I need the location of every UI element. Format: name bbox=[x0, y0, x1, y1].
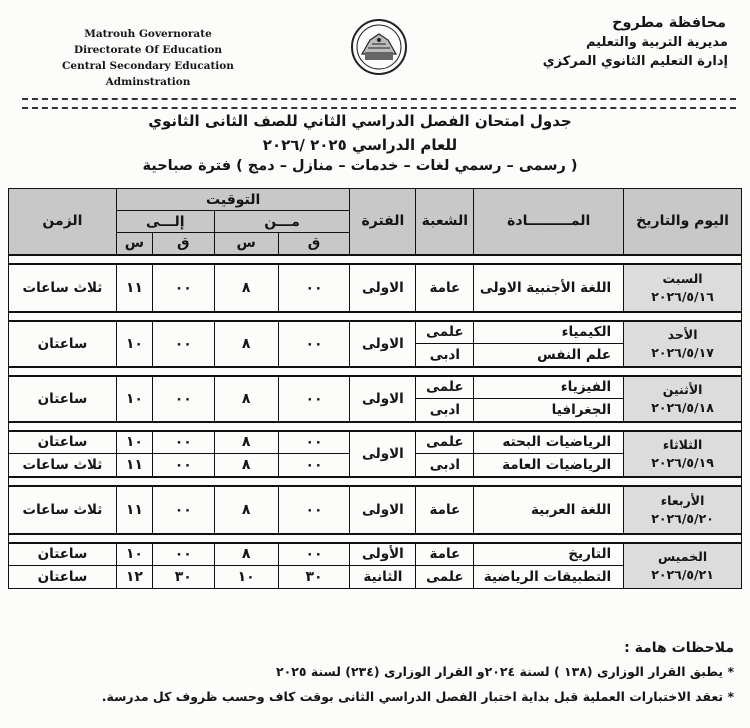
header-to-hours: س bbox=[116, 233, 152, 255]
schedule-row bbox=[9, 486, 742, 534]
period-cell: الاولى bbox=[350, 264, 416, 312]
exam-date: ٢٠٢٦/٥/١٨ bbox=[651, 399, 714, 415]
header-to-minutes: ق bbox=[152, 233, 214, 255]
time-to-s-cell: ١٠ bbox=[116, 376, 152, 422]
spacer-cell bbox=[9, 477, 742, 486]
double-dashed-divider bbox=[22, 98, 736, 109]
time-to-q-cell: ٠٠ bbox=[152, 431, 214, 454]
time-from-q-cell: ٠٠ bbox=[278, 486, 350, 534]
schedule-row bbox=[9, 376, 742, 399]
day-name: الثلاثاء bbox=[662, 436, 703, 452]
arabic-header bbox=[508, 14, 728, 71]
subject-cell: التطبيقات الرياضية bbox=[474, 566, 624, 589]
arabic-header-line: محافظة مطروح bbox=[612, 15, 726, 31]
schedule-row bbox=[9, 431, 742, 454]
duration-cell: ساعتان bbox=[9, 566, 117, 589]
day-date-cell bbox=[624, 431, 742, 477]
header-duration: الزمن bbox=[9, 189, 117, 255]
time-to-q-cell: ٠٠ bbox=[152, 543, 214, 566]
time-from-q-cell: ٠٠ bbox=[278, 543, 350, 566]
time-from-q-cell: ٠٠ bbox=[278, 321, 350, 367]
group-spacer-row bbox=[9, 255, 742, 264]
period-cell: الاولى bbox=[350, 376, 416, 422]
ministry-logo-icon bbox=[350, 18, 408, 76]
time-from-s-cell: ٨ bbox=[214, 376, 278, 422]
subject-cell: علم النفس bbox=[474, 344, 624, 367]
time-from-s-cell: ٨ bbox=[214, 454, 278, 477]
duration-cell: ساعتان bbox=[9, 431, 117, 454]
branch-cell: علمى bbox=[416, 321, 474, 344]
time-to-q-cell: ٠٠ bbox=[152, 321, 214, 367]
subject-cell: اللغة العربية bbox=[474, 486, 624, 534]
time-to-s-cell: ١٠ bbox=[116, 543, 152, 566]
english-header bbox=[28, 26, 268, 90]
time-from-q-cell: ٠٠ bbox=[278, 431, 350, 454]
time-from-q-cell: ٠٠ bbox=[278, 376, 350, 422]
day-name: الأربعاء bbox=[660, 492, 705, 508]
time-to-q-cell: ٠٠ bbox=[152, 376, 214, 422]
english-header-line: Directorate Of Education bbox=[73, 44, 223, 56]
branch-cell: عامة bbox=[416, 486, 474, 534]
time-to-s-cell: ١١ bbox=[116, 486, 152, 534]
header-timing: التوقيت bbox=[116, 189, 350, 211]
duration-cell: ثلاث ساعات bbox=[9, 454, 117, 477]
schedule-row bbox=[9, 264, 742, 312]
duration-cell: ساعتان bbox=[9, 376, 117, 422]
group-spacer-row bbox=[9, 477, 742, 486]
header-from-hours: س bbox=[214, 233, 278, 255]
notes-section bbox=[14, 640, 734, 714]
time-to-s-cell: ١٠ bbox=[116, 321, 152, 367]
title-line-2: للعام الدراسي ٢٠٢٥ /٢٠٢٦ bbox=[262, 136, 458, 154]
day-date-cell bbox=[624, 486, 742, 534]
branch-cell: عامة bbox=[416, 264, 474, 312]
time-from-s-cell: ٨ bbox=[214, 543, 278, 566]
branch-cell: ادبى bbox=[416, 399, 474, 422]
subject-cell: الرياضيات العامة bbox=[474, 454, 624, 477]
exam-date: ٢٠٢٦/٥/١٩ bbox=[651, 454, 714, 470]
day-date-cell bbox=[624, 376, 742, 422]
period-cell: الاولى bbox=[350, 431, 416, 477]
subject-cell: اللغة الأجنبية الاولى bbox=[474, 264, 624, 312]
english-header-line: Central Secondary Education Adminstration bbox=[62, 60, 234, 88]
header-from: مـــن bbox=[214, 211, 350, 233]
time-from-q-cell: ٠٠ bbox=[278, 454, 350, 477]
group-spacer-row bbox=[9, 312, 742, 321]
time-to-q-cell: ٠٠ bbox=[152, 454, 214, 477]
time-to-q-cell: ٠٠ bbox=[152, 486, 214, 534]
time-to-s-cell: ١٠ bbox=[116, 431, 152, 454]
title-line-3: ( رسمى – رسمي لغات – خدمات – منازل – دمج ) فترة صباحية bbox=[142, 158, 578, 174]
title-line-1: جدول امتحان الفصل الدراسي الثاني للصف الثانى الثانوي bbox=[148, 112, 572, 130]
english-header-line: Matrouh Governorate bbox=[84, 28, 212, 40]
header-day-date: اليوم والتاريخ bbox=[624, 189, 742, 255]
exam-date: ٢٠٢٦/٥/٢٠ bbox=[651, 510, 714, 526]
schedule-row bbox=[9, 543, 742, 566]
spacer-cell bbox=[9, 534, 742, 543]
time-to-s-cell: ١١ bbox=[116, 264, 152, 312]
header-from-minutes: ق bbox=[278, 233, 350, 255]
schedule-row bbox=[9, 321, 742, 344]
group-spacer-row bbox=[9, 367, 742, 376]
time-to-q-cell: ٣٠ bbox=[152, 566, 214, 589]
spacer-cell bbox=[9, 312, 742, 321]
time-to-s-cell: ١٢ bbox=[116, 566, 152, 589]
exam-date: ٢٠٢٦/٥/١٦ bbox=[651, 288, 714, 304]
day-name: الأحد bbox=[667, 326, 698, 342]
day-name: السبت bbox=[662, 270, 703, 286]
duration-cell: ساعتان bbox=[9, 543, 117, 566]
day-date-cell bbox=[624, 264, 742, 312]
duration-cell: ثلاث ساعات bbox=[9, 486, 117, 534]
subject-cell: الجغرافيا bbox=[474, 399, 624, 422]
branch-cell: ادبى bbox=[416, 454, 474, 477]
spacer-cell bbox=[9, 255, 742, 264]
time-from-s-cell: ٨ bbox=[214, 486, 278, 534]
period-cell: الثانية bbox=[350, 566, 416, 589]
day-name: الأثنين bbox=[662, 381, 703, 397]
arabic-header-line: مديرية التربية والتعليم bbox=[585, 35, 728, 50]
period-cell: الاولى bbox=[350, 486, 416, 534]
notes-heading: ملاحظات هامة : bbox=[624, 640, 734, 656]
header-period: الفترة bbox=[350, 189, 416, 255]
branch-cell: علمى bbox=[416, 566, 474, 589]
time-from-s-cell: ٨ bbox=[214, 431, 278, 454]
group-spacer-row bbox=[9, 534, 742, 543]
branch-cell: علمى bbox=[416, 431, 474, 454]
subject-cell: الرياضيات البحته bbox=[474, 431, 624, 454]
branch-cell: علمى bbox=[416, 376, 474, 399]
time-from-s-cell: ٨ bbox=[214, 264, 278, 312]
time-from-q-cell: ٠٠ bbox=[278, 264, 350, 312]
exam-schedule-table bbox=[8, 188, 742, 589]
time-from-s-cell: ٨ bbox=[214, 321, 278, 367]
exam-date: ٢٠٢٦/٥/٢١ bbox=[651, 566, 714, 582]
note-item: * يطبق القرار الوزارى (١٣٨ ) لسنة ٢٠٢٤و القرار الوزارى (٢٣٤) لسنة ٢٠٢٥ bbox=[275, 664, 734, 679]
time-from-s-cell: ١٠ bbox=[214, 566, 278, 589]
subject-cell: التاريخ bbox=[474, 543, 624, 566]
period-cell: الاولى bbox=[350, 321, 416, 367]
spacer-cell bbox=[9, 367, 742, 376]
time-to-q-cell: ٠٠ bbox=[152, 264, 214, 312]
group-spacer-row bbox=[9, 422, 742, 431]
branch-cell: عامة bbox=[416, 543, 474, 566]
subject-cell: الكيمياء bbox=[474, 321, 624, 344]
header-subject: المـــــــــادة bbox=[474, 189, 624, 255]
day-name: الخميس bbox=[658, 548, 708, 564]
time-to-s-cell: ١١ bbox=[116, 454, 152, 477]
period-cell: الأولى bbox=[350, 543, 416, 566]
branch-cell: ادبى bbox=[416, 344, 474, 367]
subject-cell: الفيزياء bbox=[474, 376, 624, 399]
day-date-cell bbox=[624, 543, 742, 589]
day-date-cell bbox=[624, 321, 742, 367]
arabic-header-line: إدارة التعليم الثانوي المركزي bbox=[542, 54, 728, 69]
spacer-cell bbox=[9, 422, 742, 431]
note-item: * تعقد الاختبارات العملية قبل بداية اختبار الفصل الدراسي الثانى بوقت كاف وحسب ظروف كل مدرسة. bbox=[101, 689, 734, 704]
exam-date: ٢٠٢٦/٥/١٧ bbox=[651, 344, 714, 360]
header-branch: الشعبة bbox=[416, 189, 474, 255]
header-to: إلـــى bbox=[116, 211, 214, 233]
duration-cell: ثلاث ساعات bbox=[9, 264, 117, 312]
duration-cell: ساعتان bbox=[9, 321, 117, 367]
time-from-q-cell: ٣٠ bbox=[278, 566, 350, 589]
